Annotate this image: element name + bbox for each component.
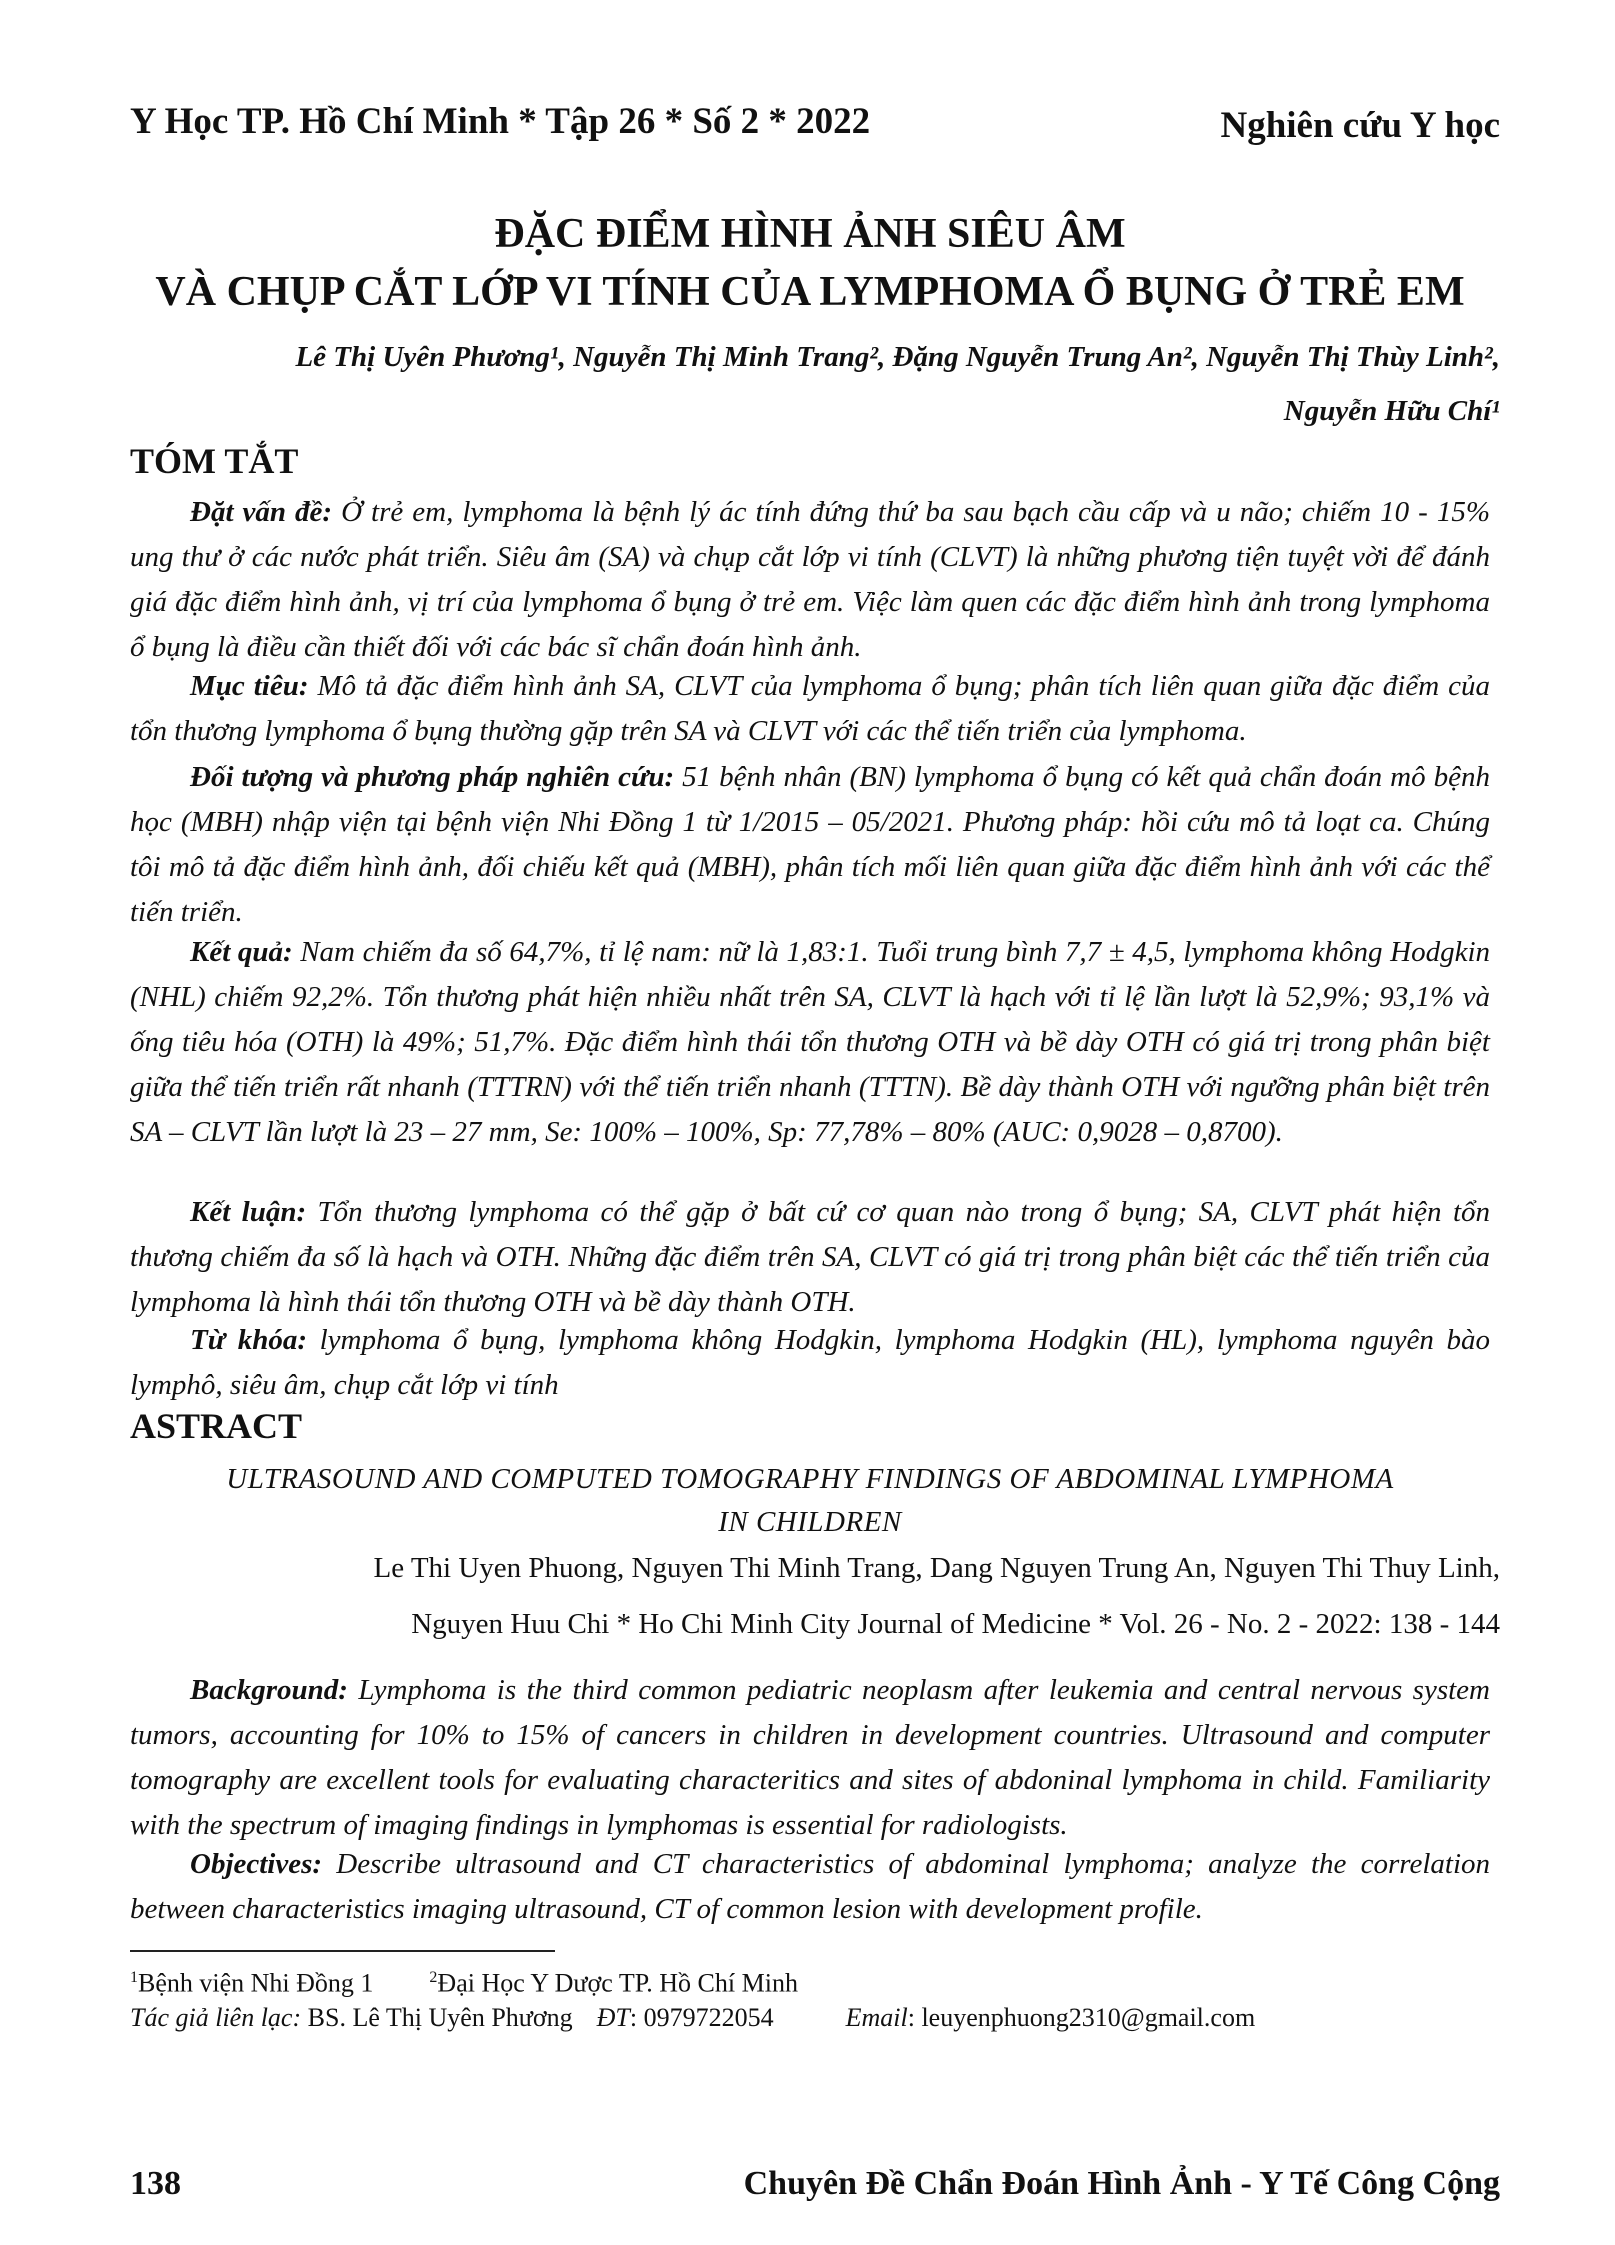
author-list (295, 330, 1500, 438)
summary-objective (130, 664, 1490, 754)
en-background-text: Lymphoma is the third common pediatric neoplasm after leukemia and central nervous system tumors, accounting for 10% to 15% of cancers in children in development countries. Ultrasound and computer tomography are excellent tools for evaluating characteritics and sites of abdoninal lymphoma in child. Familiarity with the spectrum of imaging findings in lymphomas is essential for radiologists. (130, 1674, 1490, 1841)
affiliations (130, 1958, 798, 2004)
english-title-line-2: IN CHILDREN (718, 1506, 902, 1538)
results-label: Kết quả: (190, 936, 293, 968)
conclusion-label: Kết luận: (190, 1196, 307, 1228)
methods-text: 51 bệnh nhân (BN) lymphoma ổ bụng có kết quả chẩn đoán mô bệnh học (MBH) nhập viện tại bệnh viện Nhi Đồng 1 từ 1/2015 – 05/2021. Phương pháp: hồi cứu mô tả loạt ca. Chúng tôi mô tả đặc điểm hình ảnh, đối chiếu kết quả (MBH), phân tích mối liên quan giữa đặc điểm hình ảnh với các thể tiến triển. (130, 761, 1490, 928)
affiliation-1-marker: 1 (130, 1969, 138, 1986)
background-label: Đặt vấn đề: (190, 496, 333, 528)
summary-results (130, 930, 1490, 1155)
affiliation-2-marker: 2 (429, 1969, 438, 1986)
summary-conclusion (130, 1190, 1490, 1325)
authors-line-1: Lê Thị Uyên Phương¹, Nguyễn Thị Minh Trang², Đặng Nguyễn Trung An², Nguyễn Thị Thùy Linh², (295, 341, 1500, 373)
section-header: Nghiên cứu Y học (1220, 105, 1500, 146)
phone-label: ĐT (596, 2003, 630, 2032)
journal-header: Y Học TP. Hồ Chí Minh * Tập 26 * Số 2 * 2022 (130, 101, 871, 142)
results-text: Nam chiếm đa số 64,7%, tỉ lệ nam: nữ là 1,83:1. Tuổi trung bình 7,7 ± 4,5, lymphoma không Hodgkin (NHL) chiếm 92,2%. Tổn thương phát hiện nhiều nhất trên SA, CLVT là hạch với tỉ lệ lần lượt là 52,9%; 93,1% và ống tiêu hóa (OTH) là 49%; 51,7%. Đặc điểm hình thái tổn thương OTH và bề dày OTH có giá trị trong phân biệt giữa thể tiến triển rất nhanh (TTTRN) với thể tiến triển nhanh (TTTN). Bề dày thành OTH với ngưỡng phân biệt trên SA – CLVT lần lượt là 23 – 27 mm, Se: 100% – 100%, Sp: 77,78% – 80% (AUC: 0,9028 – 0,8700). (130, 936, 1490, 1148)
email-address: : leuyenphuong2310@gmail.com (907, 2003, 1256, 2032)
abstract-background (130, 1668, 1490, 1848)
en-objectives-text: Describe ultrasound and CT characteristics of abdominal lymphoma; analyze the correlation between characteristics imaging ultrasound, CT of common lesion with development profile. (130, 1848, 1490, 1925)
english-authors (374, 1540, 1500, 1652)
english-authors-line-1: Le Thi Uyen Phuong, Nguyen Thi Minh Trang, Dang Nguyen Trung An, Nguyen Thi Thuy Linh, (373, 1552, 1500, 1584)
abstract-heading: ASTRACT (130, 1406, 303, 1446)
affiliation-1: Bệnh viện Nhi Đồng 1 (138, 1968, 374, 1998)
summary-keywords (130, 1318, 1490, 1408)
keywords-label: Từ khóa: (190, 1324, 307, 1356)
email-label: Email (845, 2003, 908, 2032)
conclusion-text: Tổn thương lymphoma có thể gặp ở bất cứ cơ quan nào trong ổ bụng; SA, CLVT phát hiện tổn thương chiếm đa số là hạch và OTH. Những đặc điểm trên SA, CLVT có giá trị trong phân biệt các thể tiến triển của lymphoma là hình thái tổn thương OTH và bề dày thành OTH. (130, 1196, 1491, 1318)
footnote-divider (130, 1950, 555, 1952)
abstract-objectives (130, 1842, 1490, 1932)
affiliation-2: Đại Học Y Dược TP. Hồ Chí Minh (437, 1968, 798, 1998)
title-line-1: ĐẶC ĐIỂM HÌNH ẢNH SIÊU ÂM (494, 211, 1126, 257)
journal-page (130, 0, 1500, 2245)
objective-text: Mô tả đặc điểm hình ảnh SA, CLVT của lymphoma ổ bụng; phân tích liên quan giữa đặc điểm của tổn thương lymphoma ổ bụng thường gặp trên SA và CLVT với các thể tiến triển của lymphoma. (130, 670, 1491, 747)
methods-label: Đối tượng và phương pháp nghiên cứu: (190, 761, 675, 793)
corresponding-author (130, 1998, 1255, 2038)
english-title-line-1: ULTRASOUND AND COMPUTED TOMOGRAPHY FINDINGS OF ABDOMINAL LYMPHOMA (226, 1463, 1394, 1495)
english-authors-line-2: Nguyen Huu Chi * Ho Chi Minh City Journal of Medicine * Vol. 26 - No. 2 - 2022: 138 - 144 (411, 1608, 1500, 1640)
issue-theme: Chuyên Đề Chẩn Đoán Hình Ảnh - Y Tế Công Cộng (743, 2165, 1500, 2202)
en-background-label: Background: (190, 1674, 348, 1706)
keywords-text: lymphoma ổ bụng, lymphoma không Hodgkin, lymphoma Hodgkin (HL), lymphoma nguyên bào lymphô, siêu âm, chụp cắt lớp vi tính (130, 1324, 1490, 1401)
objective-label: Mục tiêu: (190, 670, 309, 702)
summary-heading: TÓM TẮT (130, 441, 299, 481)
background-text: Ở trẻ em, lymphoma là bệnh lý ác tính đứng thứ ba sau bạch cầu cấp và u não; chiếm 10 - 15% ung thư ở các nước phát triển. Siêu âm (SA) và chụp cắt lớp vi tính (CLVT) là những phương tiện tuyệt vời để đánh giá đặc điểm hình ảnh, vị trí của lymphoma ổ bụng ở trẻ em. Việc làm quen các đặc điểm hình ảnh trong lymphoma ổ bụng là điều cần thiết đối với các bác sĩ chẩn đoán hình ảnh. (130, 496, 1490, 663)
phone-number: : 0979722054 (629, 2003, 774, 2032)
contact-name: BS. Lê Thị Uyên Phương (301, 2003, 573, 2032)
contact-label: Tác giả liên lạc: (130, 2003, 302, 2032)
page-number: 138 (130, 2165, 181, 2202)
title-line-2: VÀ CHỤP CẮT LỚP VI TÍNH CỦA LYMPHOMA Ổ BỤNG Ở TRẺ EM (155, 269, 1465, 315)
summary-background (130, 490, 1490, 670)
running-header (130, 100, 1500, 160)
authors-line-2: Nguyễn Hữu Chí¹ (1283, 395, 1500, 427)
english-title (130, 1458, 1490, 1544)
summary-methods (130, 755, 1490, 935)
article-title (130, 205, 1490, 321)
en-objectives-label: Objectives: (190, 1848, 323, 1880)
